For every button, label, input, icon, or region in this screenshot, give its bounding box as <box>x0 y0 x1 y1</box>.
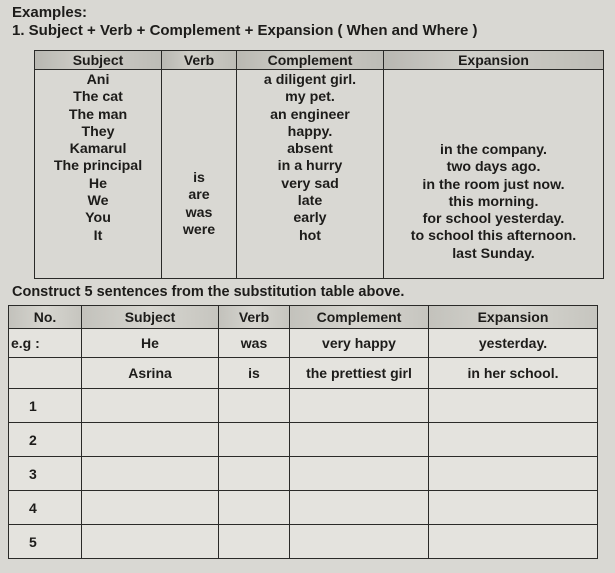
subject-cell[interactable] <box>82 491 219 525</box>
subject-cell[interactable] <box>82 423 219 457</box>
substitution-table <box>34 50 604 279</box>
table-row <box>9 389 598 423</box>
verb-cell[interactable] <box>219 457 290 491</box>
expansion-cell[interactable] <box>429 457 598 491</box>
expansion-item: in the room just now. <box>422 176 565 193</box>
expansion-cell[interactable] <box>429 389 598 423</box>
subject-item: They <box>81 123 115 140</box>
row-number: 3 <box>9 457 82 491</box>
expansion-cell: in her school. <box>429 358 598 389</box>
subject-item: You <box>85 210 111 227</box>
complement-item: hot <box>298 227 322 244</box>
header-no: No. <box>9 306 82 329</box>
header-verb: Verb <box>162 51 237 70</box>
header-subject: Subject <box>35 51 162 70</box>
complement-cell[interactable] <box>290 389 429 423</box>
complement-item: absent <box>287 141 333 158</box>
header-subject: Subject <box>82 306 219 329</box>
table-row <box>9 525 598 559</box>
instruction-heading: Construct 5 sentences from the substitution table above. <box>12 284 405 300</box>
complement-cell[interactable] <box>290 457 429 491</box>
verb-item: was <box>185 204 213 221</box>
verb-cell[interactable] <box>219 491 290 525</box>
complement-item: very sad <box>281 175 339 192</box>
verb-item: are <box>188 187 210 204</box>
complement-cell: very happy <box>290 329 429 358</box>
subject-cell: He <box>82 329 219 358</box>
verb-cell[interactable] <box>219 525 290 559</box>
substitution-body-row <box>35 70 604 279</box>
subject-cell[interactable] <box>82 389 219 423</box>
complement-item: early <box>293 210 327 227</box>
complement-cell[interactable] <box>290 525 429 559</box>
verb-item: is <box>193 170 205 186</box>
verb-cell: is <box>219 358 290 389</box>
verb-item: were <box>182 221 216 238</box>
subject-list <box>35 70 161 245</box>
expansion-cell[interactable] <box>429 491 598 525</box>
complement-list <box>237 70 383 245</box>
expansion-item: last Sunday. <box>452 245 535 262</box>
header-complement: Complement <box>237 51 384 70</box>
verb-list <box>162 70 236 239</box>
row-number: 2 <box>9 423 82 457</box>
header-expansion: Expansion <box>384 51 604 70</box>
sentence-structure-heading: 1. Subject + Verb + Complement + Expansion ( When and Where ) <box>12 22 478 39</box>
table-row <box>9 423 598 457</box>
subject-item: The man <box>68 106 128 123</box>
verb-column <box>162 70 237 279</box>
row-number <box>9 358 82 389</box>
verb-cell[interactable] <box>219 389 290 423</box>
row-number: 1 <box>9 389 82 423</box>
header-complement: Complement <box>290 306 429 329</box>
subject-column <box>35 70 162 279</box>
row-number: e.g : <box>9 329 82 358</box>
complement-item: an engineer <box>270 106 350 123</box>
complement-cell[interactable] <box>290 423 429 457</box>
verb-cell: was <box>219 329 290 358</box>
expansion-item: this morning. <box>448 193 539 210</box>
verb-cell[interactable] <box>219 423 290 457</box>
subject-item: He <box>88 175 108 192</box>
examples-heading: Examples: <box>12 4 88 21</box>
subject-item: The principal <box>53 158 143 175</box>
expansion-cell: yesterday. <box>429 329 598 358</box>
expansion-item: to school this afternoon. <box>410 228 577 245</box>
exercise-header-row <box>9 306 598 329</box>
subject-cell: Asrina <box>82 358 219 389</box>
expansion-cell[interactable] <box>429 525 598 559</box>
complement-item: my pet. <box>285 89 335 106</box>
table-row <box>9 491 598 525</box>
subject-item: Ani <box>86 72 110 88</box>
subject-item: We <box>87 193 109 210</box>
subject-cell[interactable] <box>82 457 219 491</box>
expansion-item: for school yesterday. <box>422 211 565 228</box>
complement-item: late <box>297 193 323 210</box>
expansion-list <box>384 70 603 263</box>
exercise-table <box>8 305 598 559</box>
subject-item: Kamarul <box>69 141 127 158</box>
subject-item: It <box>93 227 103 244</box>
header-verb: Verb <box>219 306 290 329</box>
expansion-item: in the company. <box>440 142 547 158</box>
header-expansion: Expansion <box>429 306 598 329</box>
complement-column <box>237 70 384 279</box>
complement-item: in a hurry <box>277 158 343 175</box>
substitution-header-row <box>35 51 604 70</box>
subject-item: The cat <box>73 89 123 106</box>
complement-cell: the prettiest girl <box>290 358 429 389</box>
complement-item: happy. <box>287 123 333 140</box>
complement-item: a diligent girl. <box>263 72 357 88</box>
expansion-column <box>384 70 604 279</box>
complement-cell[interactable] <box>290 491 429 525</box>
subject-cell[interactable] <box>82 525 219 559</box>
row-number: 4 <box>9 491 82 525</box>
expansion-item: two days ago. <box>446 159 541 176</box>
table-row <box>9 329 598 358</box>
row-number: 5 <box>9 525 82 559</box>
table-row <box>9 358 598 389</box>
table-row <box>9 457 598 491</box>
expansion-cell[interactable] <box>429 423 598 457</box>
